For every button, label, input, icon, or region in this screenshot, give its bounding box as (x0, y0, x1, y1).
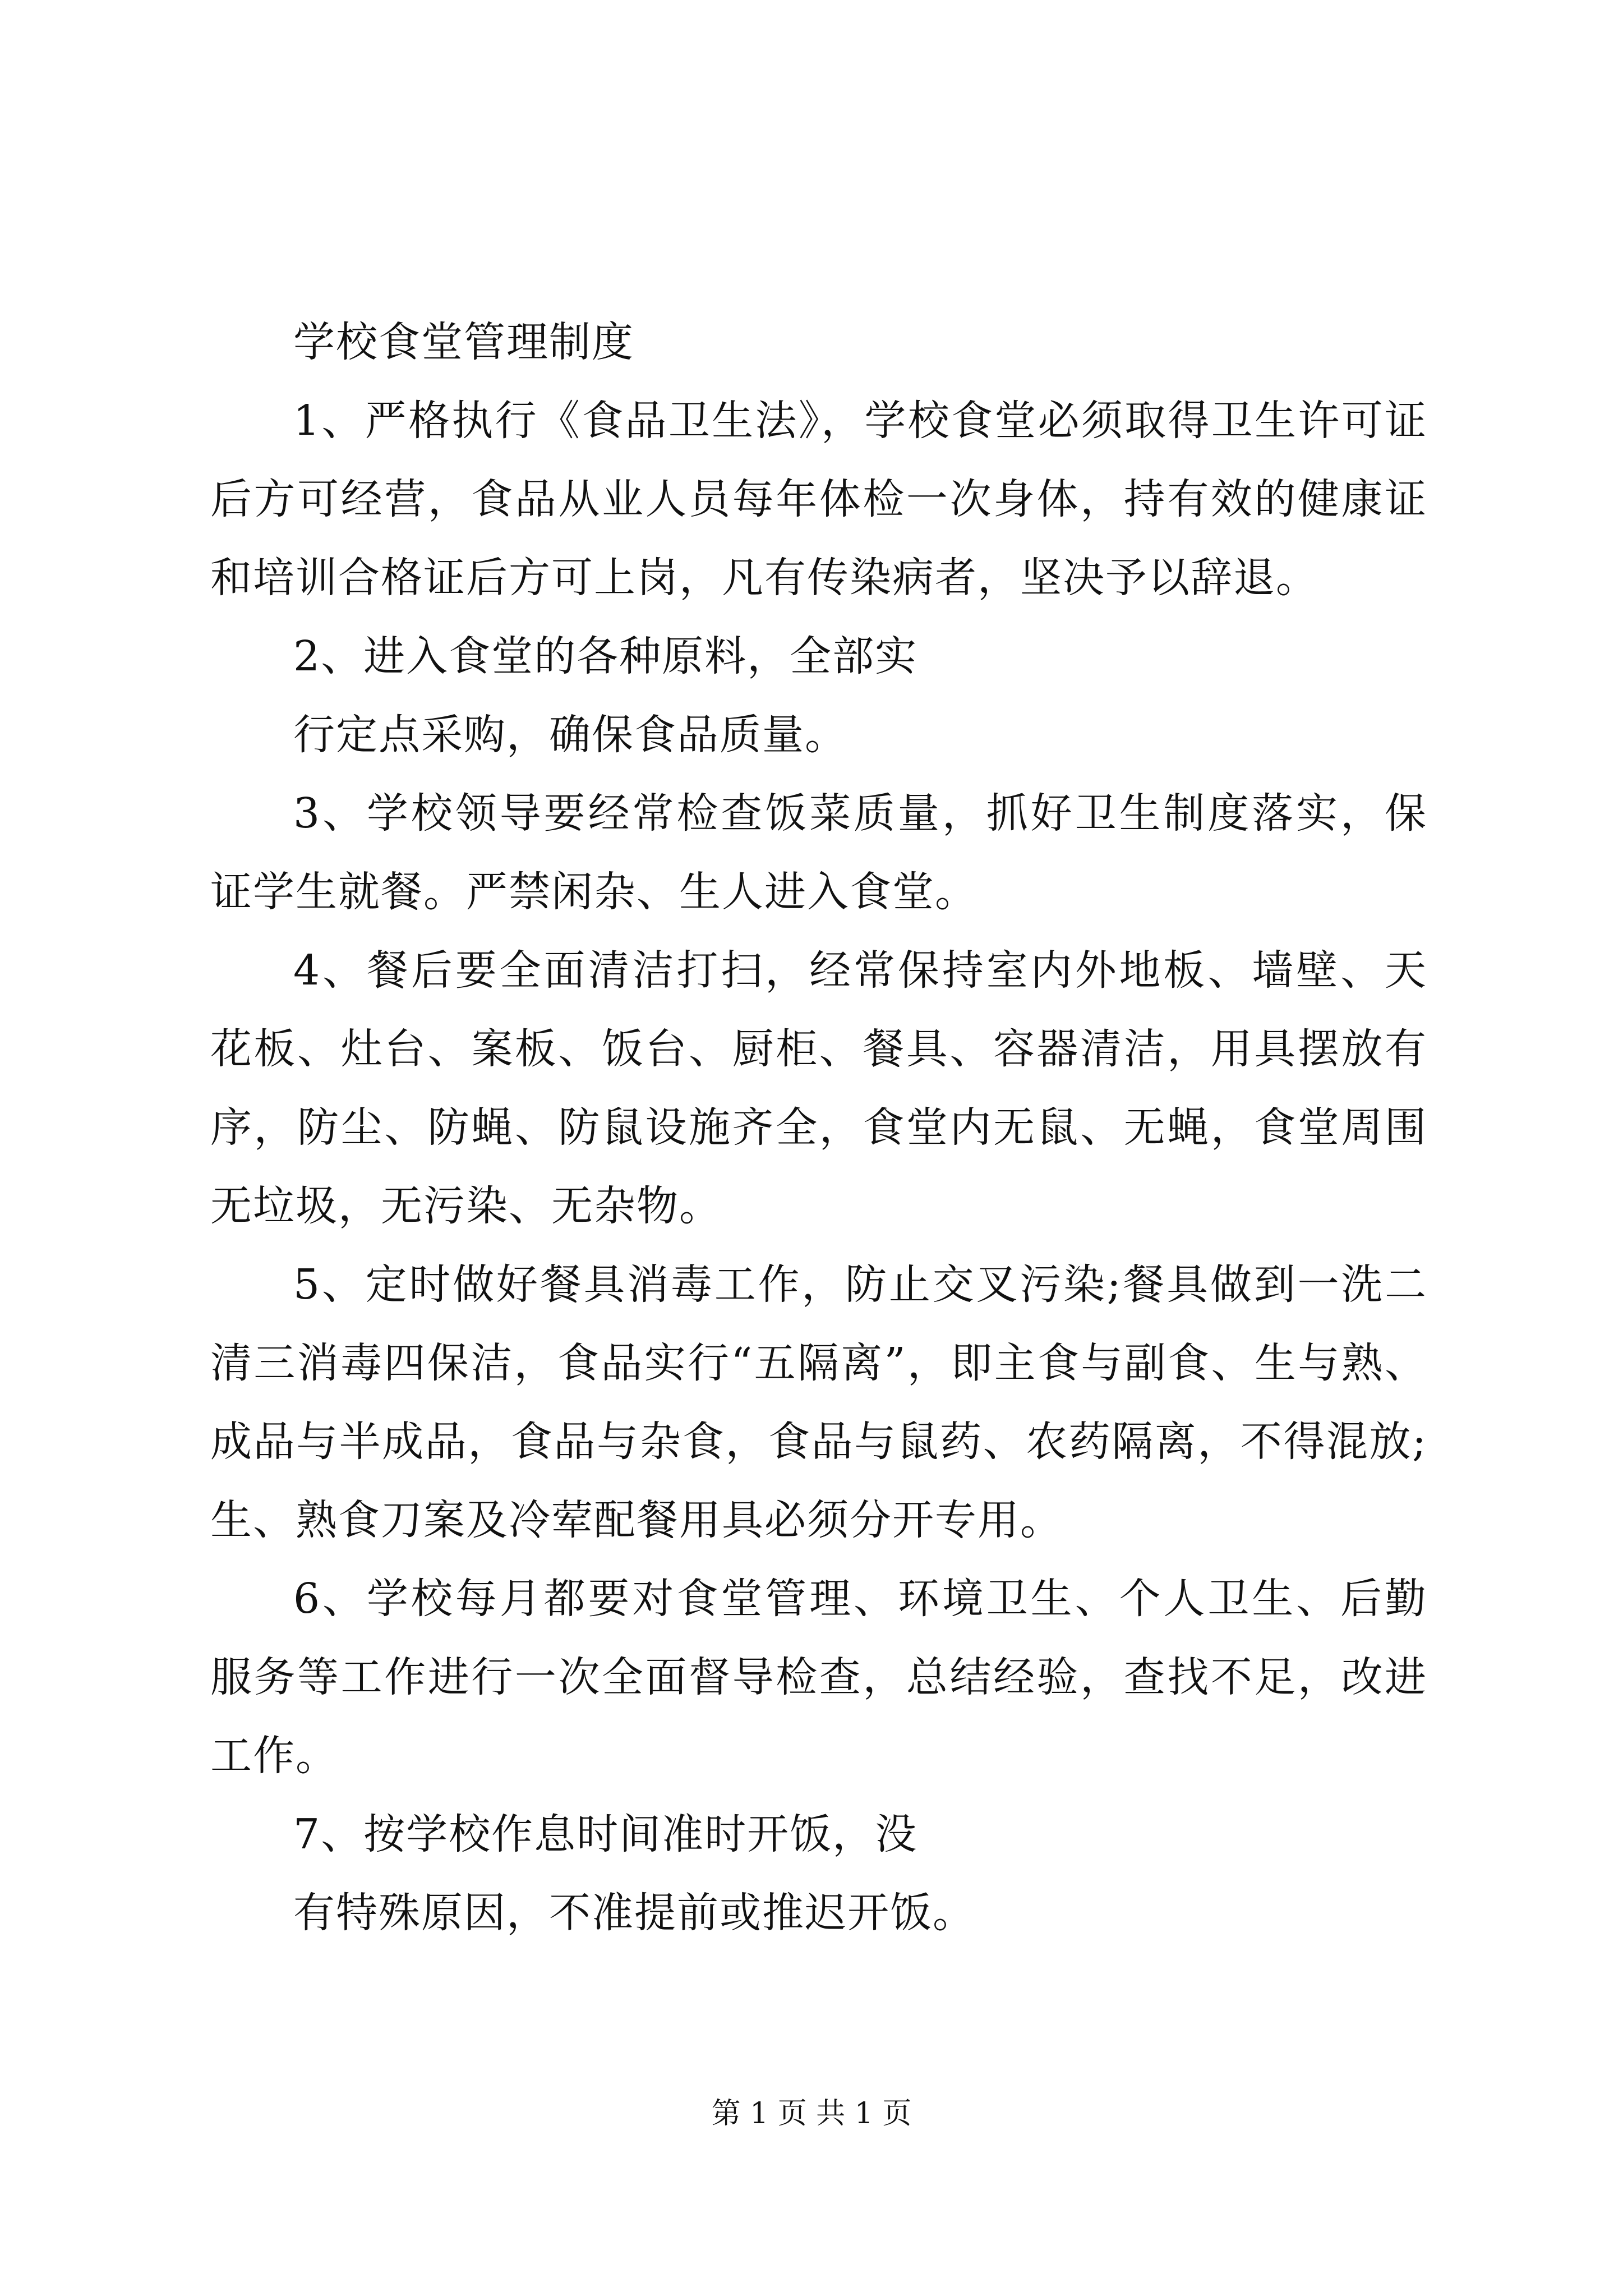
document-title: 学校食堂管理制度 (293, 318, 634, 366)
paragraph-7: 7、按学校作息时间准时开饭，没 (293, 1810, 918, 1858)
page-number-footer: 第 1 页 共 1 页 (711, 2097, 912, 2131)
paragraph-7-continued: 有特殊原因，不准提前或推迟开饭。 (293, 1889, 975, 1937)
paragraph-5: 5、定时做好餐具消毒工作，防止交叉污染;餐具做到一洗二清三消毒四保洁，食品实行“五隔离”，即主食与副食、生与熟、成品与半成品，食品与杂食，食品与鼠药、农药隔离，不得混放;生、熟食刀案及冷荤配餐用具必须分开专用。 (210, 1260, 1427, 1544)
paragraph-3: 3、学校领导要经常检查饭菜质量，抓好卫生制度落实，保证学生就餐。严禁闲杂、生人进入食堂。 (210, 789, 1427, 916)
paragraph-2: 2、进入食堂的各种原料，全部实 (293, 632, 918, 680)
paragraph-6: 6、学校每月都要对食堂管理、环境卫生、个人卫生、后勤服务等工作进行一次全面督导检查，总结经验，查找不足，改进工作。 (210, 1575, 1427, 1780)
paragraph-2-continued: 行定点采购，确保食品质量。 (293, 711, 847, 759)
document-body (210, 303, 1427, 1952)
paragraph-4: 4、餐后要全面清洁打扫，经常保持室内外地板、墙壁、天花板、灶台、案板、饭台、厨柜、餐具、容器清洁，用具摆放有序，防尘、防蝇、防鼠设施齐全，食堂内无鼠、无蝇，食堂周围无垃圾，无污染、无杂物。 (210, 946, 1427, 1230)
paragraph-1: 1、严格执行《食品卫生法》，学校食堂必须取得卫生许可证后方可经营，食品从业人员每年体检一次身体，持有效的健康证和培训合格证后方可上岗，凡有传染病者，坚决予以辞退。 (210, 397, 1427, 602)
